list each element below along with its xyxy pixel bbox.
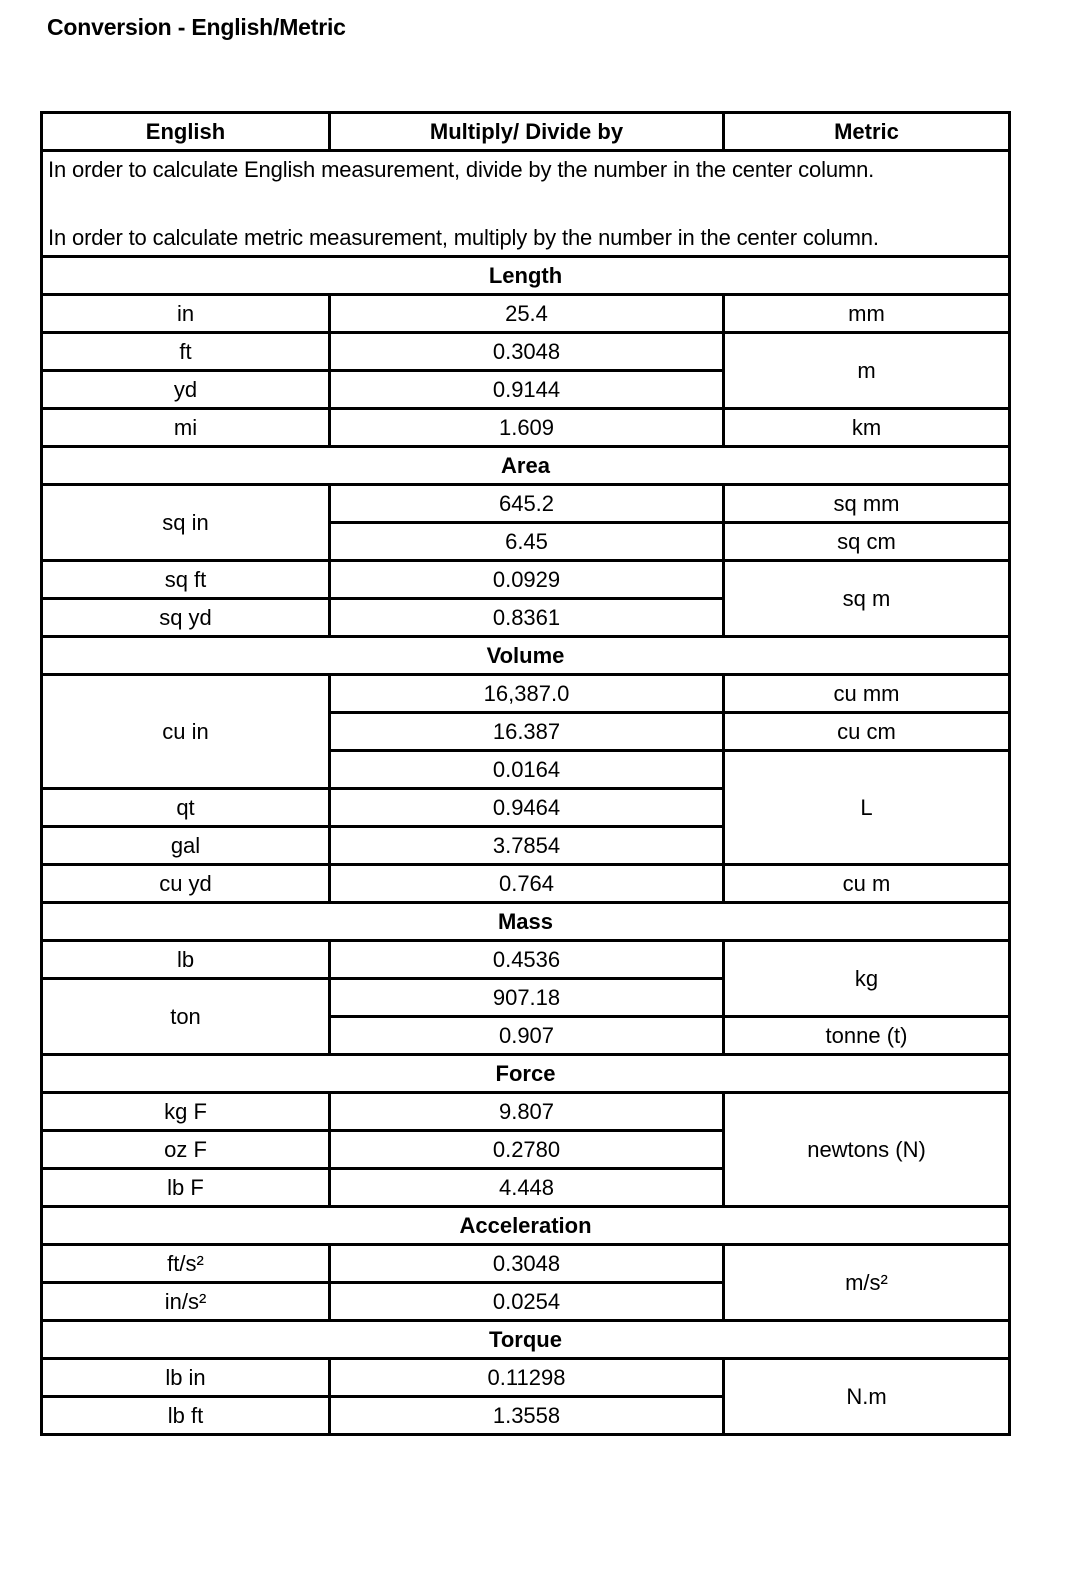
factor-cell: 0.4536 — [330, 941, 724, 979]
section-header-row — [42, 1321, 1010, 1359]
english-unit-cell: gal — [42, 827, 330, 865]
instruction-spacer — [48, 187, 1008, 221]
section-header-row — [42, 447, 1010, 485]
factor-cell: 0.9464 — [330, 789, 724, 827]
metric-unit-cell: cu m — [724, 865, 1010, 903]
factor-cell: 25.4 — [330, 295, 724, 333]
table-row — [42, 295, 1010, 333]
section-title: Force — [42, 1055, 1010, 1093]
metric-unit-cell: L — [724, 751, 1010, 865]
english-unit-cell: ton — [42, 979, 330, 1055]
metric-unit-cell: sq m — [724, 561, 1010, 637]
metric-unit-cell: km — [724, 409, 1010, 447]
section-header-row — [42, 903, 1010, 941]
factor-cell: 16.387 — [330, 713, 724, 751]
table-row — [42, 865, 1010, 903]
factor-cell: 0.3048 — [330, 333, 724, 371]
table-row — [42, 941, 1010, 979]
table-row — [42, 1359, 1010, 1397]
metric-unit-cell: newtons (N) — [724, 1093, 1010, 1207]
factor-cell: 0.2780 — [330, 1131, 724, 1169]
english-unit-cell: sq in — [42, 485, 330, 561]
english-unit-cell: lb F — [42, 1169, 330, 1207]
factor-cell: 3.7854 — [330, 827, 724, 865]
instruction-english: In order to calculate English measurement, divide by the number in the center column. — [48, 156, 875, 182]
column-header-english: English — [42, 113, 330, 151]
table-row — [42, 561, 1010, 599]
english-unit-cell: lb — [42, 941, 330, 979]
factor-cell: 0.907 — [330, 1017, 724, 1055]
section-title: Torque — [42, 1321, 1010, 1359]
english-unit-cell: yd — [42, 371, 330, 409]
section-title: Acceleration — [42, 1207, 1010, 1245]
metric-unit-cell: sq mm — [724, 485, 1010, 523]
factor-cell: 0.9144 — [330, 371, 724, 409]
english-unit-cell: cu yd — [42, 865, 330, 903]
english-unit-cell: lb ft — [42, 1397, 330, 1435]
metric-unit-cell: mm — [724, 295, 1010, 333]
english-unit-cell: kg F — [42, 1093, 330, 1131]
factor-cell: 0.0254 — [330, 1283, 724, 1321]
factor-cell: 645.2 — [330, 485, 724, 523]
section-header-row — [42, 257, 1010, 295]
factor-cell: 0.0164 — [330, 751, 724, 789]
table-row — [42, 1245, 1010, 1283]
instructions-row — [42, 151, 1010, 257]
section-title: Area — [42, 447, 1010, 485]
english-unit-cell: sq yd — [42, 599, 330, 637]
conversion-table-body — [42, 113, 1010, 1435]
page-title: Conversion - English/Metric — [47, 14, 346, 40]
metric-unit-cell: sq cm — [724, 523, 1010, 561]
section-header-row — [42, 1055, 1010, 1093]
metric-unit-cell: cu mm — [724, 675, 1010, 713]
table-row — [42, 485, 1010, 523]
factor-cell: 6.45 — [330, 523, 724, 561]
factor-cell: 907.18 — [330, 979, 724, 1017]
column-header-metric: Metric — [724, 113, 1010, 151]
factor-cell: 0.8361 — [330, 599, 724, 637]
table-row — [42, 1093, 1010, 1131]
english-unit-cell: oz F — [42, 1131, 330, 1169]
english-unit-cell: ft — [42, 333, 330, 371]
metric-unit-cell: tonne (t) — [724, 1017, 1010, 1055]
section-title: Length — [42, 257, 1010, 295]
english-unit-cell: lb in — [42, 1359, 330, 1397]
column-header-factor: Multiply/ Divide by — [330, 113, 724, 151]
instructions-cell — [42, 151, 1010, 257]
english-unit-cell: sq ft — [42, 561, 330, 599]
factor-cell: 0.764 — [330, 865, 724, 903]
conversion-table — [40, 111, 1011, 1436]
metric-unit-cell: kg — [724, 941, 1010, 1017]
instruction-metric: In order to calculate metric measurement, multiply by the number in the center column. — [48, 224, 879, 250]
english-unit-cell: in/s² — [42, 1283, 330, 1321]
metric-unit-cell: m — [724, 333, 1010, 409]
factor-cell: 0.11298 — [330, 1359, 724, 1397]
section-title: Mass — [42, 903, 1010, 941]
section-header-row — [42, 637, 1010, 675]
factor-cell: 4.448 — [330, 1169, 724, 1207]
english-unit-cell: mi — [42, 409, 330, 447]
english-unit-cell: in — [42, 295, 330, 333]
factor-cell: 0.3048 — [330, 1245, 724, 1283]
table-header-row — [42, 113, 1010, 151]
metric-unit-cell: cu cm — [724, 713, 1010, 751]
factor-cell: 1.609 — [330, 409, 724, 447]
factor-cell: 0.0929 — [330, 561, 724, 599]
factor-cell: 9.807 — [330, 1093, 724, 1131]
metric-unit-cell: m/s² — [724, 1245, 1010, 1321]
section-header-row — [42, 1207, 1010, 1245]
factor-cell: 1.3558 — [330, 1397, 724, 1435]
table-row — [42, 409, 1010, 447]
english-unit-cell: qt — [42, 789, 330, 827]
english-unit-cell: ft/s² — [42, 1245, 330, 1283]
table-row — [42, 675, 1010, 713]
table-row — [42, 333, 1010, 371]
factor-cell: 16,387.0 — [330, 675, 724, 713]
metric-unit-cell: N.m — [724, 1359, 1010, 1435]
section-title: Volume — [42, 637, 1010, 675]
english-unit-cell: cu in — [42, 675, 330, 789]
